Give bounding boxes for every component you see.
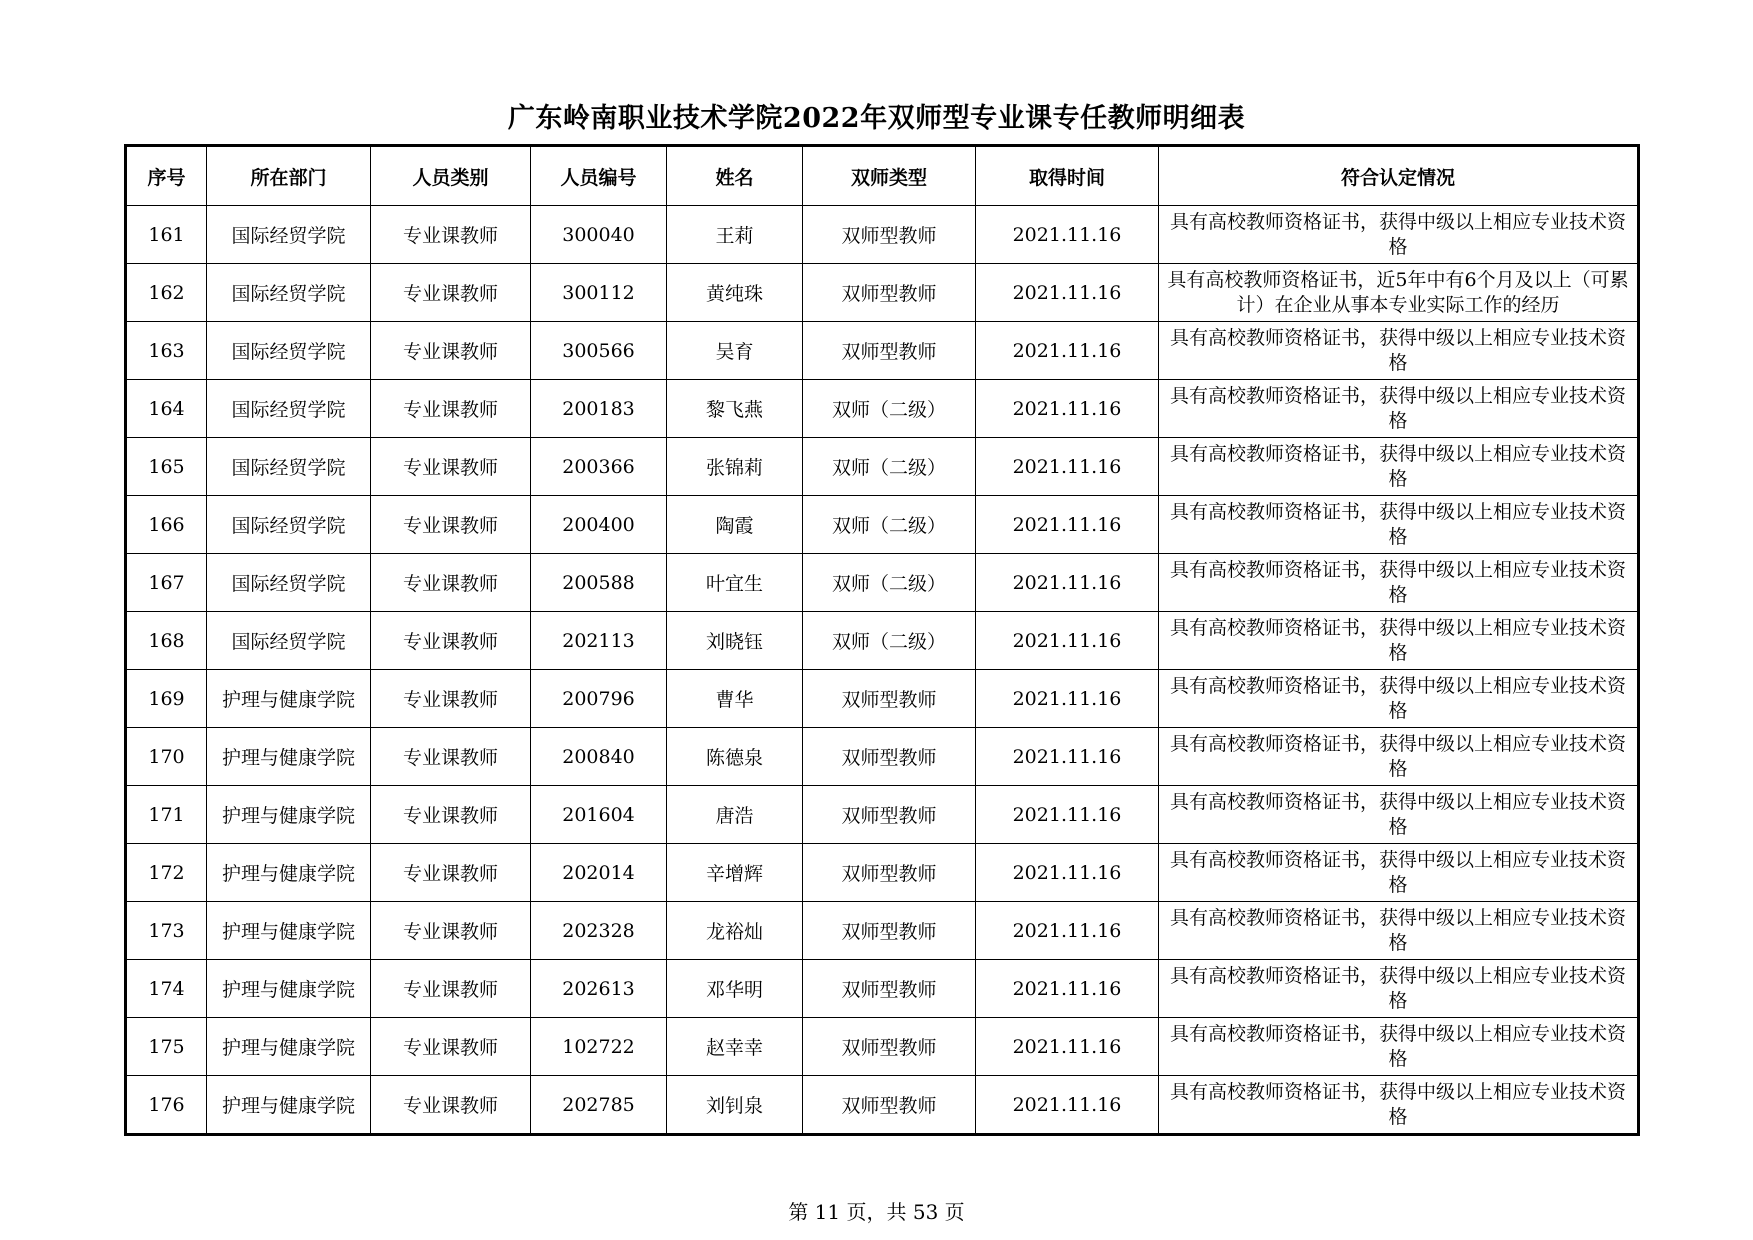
- cell-dual-type: 双师（二级）: [803, 612, 976, 670]
- cell-name: 辛增辉: [667, 844, 803, 902]
- cell-obtained-date: 2021.11.16: [976, 786, 1159, 844]
- cell-index: 161: [127, 206, 207, 264]
- cell-staff-category: 专业课教师: [371, 844, 531, 902]
- table-header-row: [127, 147, 1638, 206]
- cell-qualification: 具有高校教师资格证书，获得中级以上相应专业技术资格: [1159, 670, 1638, 728]
- cell-obtained-date: 2021.11.16: [976, 670, 1159, 728]
- cell-dual-type: 双师（二级）: [803, 380, 976, 438]
- cell-qualification: 具有高校教师资格证书，获得中级以上相应专业技术资格: [1159, 902, 1638, 960]
- cell-department: 护理与健康学院: [207, 728, 371, 786]
- table-row: [127, 1076, 1638, 1134]
- cell-department: 国际经贸学院: [207, 206, 371, 264]
- table-row: [127, 786, 1638, 844]
- cell-qualification: 具有高校教师资格证书，获得中级以上相应专业技术资格: [1159, 960, 1638, 1018]
- cell-qualification: 具有高校教师资格证书，获得中级以上相应专业技术资格: [1159, 786, 1638, 844]
- cell-index: 173: [127, 902, 207, 960]
- cell-department: 国际经贸学院: [207, 322, 371, 380]
- cell-qualification: 具有高校教师资格证书，获得中级以上相应专业技术资格: [1159, 554, 1638, 612]
- cell-qualification: 具有高校教师资格证书，获得中级以上相应专业技术资格: [1159, 728, 1638, 786]
- table-row: [127, 844, 1638, 902]
- teacher-table: [126, 146, 1638, 1134]
- cell-staff-id: 200588: [531, 554, 667, 612]
- table-row: [127, 902, 1638, 960]
- cell-department: 护理与健康学院: [207, 786, 371, 844]
- cell-staff-id: 200840: [531, 728, 667, 786]
- cell-staff-id: 200183: [531, 380, 667, 438]
- cell-obtained-date: 2021.11.16: [976, 322, 1159, 380]
- cell-staff-category: 专业课教师: [371, 1076, 531, 1134]
- cell-dual-type: 双师（二级）: [803, 554, 976, 612]
- cell-index: 176: [127, 1076, 207, 1134]
- cell-staff-category: 专业课教师: [371, 554, 531, 612]
- cell-dual-type: 双师型教师: [803, 728, 976, 786]
- cell-index: 164: [127, 380, 207, 438]
- header-name: 姓名: [667, 147, 803, 206]
- cell-staff-category: 专业课教师: [371, 1018, 531, 1076]
- cell-obtained-date: 2021.11.16: [976, 960, 1159, 1018]
- cell-index: 166: [127, 496, 207, 554]
- page-title: 广东岭南职业技术学院2022年双师型专业课专任教师明细表: [507, 103, 1246, 134]
- header-staff-id: 人员编号: [531, 147, 667, 206]
- cell-staff-category: 专业课教师: [371, 612, 531, 670]
- cell-index: 169: [127, 670, 207, 728]
- cell-qualification: 具有高校教师资格证书，获得中级以上相应专业技术资格: [1159, 496, 1638, 554]
- cell-obtained-date: 2021.11.16: [976, 264, 1159, 322]
- cell-staff-category: 专业课教师: [371, 960, 531, 1018]
- cell-department: 护理与健康学院: [207, 960, 371, 1018]
- cell-obtained-date: 2021.11.16: [976, 496, 1159, 554]
- cell-staff-id: 300040: [531, 206, 667, 264]
- cell-name: 叶宜生: [667, 554, 803, 612]
- table-row: [127, 322, 1638, 380]
- cell-dual-type: 双师（二级）: [803, 438, 976, 496]
- cell-index: 162: [127, 264, 207, 322]
- cell-staff-id: 300566: [531, 322, 667, 380]
- cell-obtained-date: 2021.11.16: [976, 1018, 1159, 1076]
- table-row: [127, 612, 1638, 670]
- cell-dual-type: 双师型教师: [803, 1076, 976, 1134]
- cell-qualification: 具有高校教师资格证书，获得中级以上相应专业技术资格: [1159, 380, 1638, 438]
- cell-staff-category: 专业课教师: [371, 728, 531, 786]
- cell-dual-type: 双师型教师: [803, 206, 976, 264]
- cell-name: 陶霞: [667, 496, 803, 554]
- header-obtained-date: 取得时间: [976, 147, 1159, 206]
- cell-index: 171: [127, 786, 207, 844]
- cell-obtained-date: 2021.11.16: [976, 380, 1159, 438]
- cell-department: 国际经贸学院: [207, 438, 371, 496]
- cell-qualification: 具有高校教师资格证书，获得中级以上相应专业技术资格: [1159, 438, 1638, 496]
- cell-staff-category: 专业课教师: [371, 670, 531, 728]
- cell-staff-category: 专业课教师: [371, 322, 531, 380]
- cell-department: 国际经贸学院: [207, 554, 371, 612]
- cell-dual-type: 双师型教师: [803, 670, 976, 728]
- cell-index: 163: [127, 322, 207, 380]
- table-row: [127, 438, 1638, 496]
- cell-name: 唐浩: [667, 786, 803, 844]
- table-row: [127, 728, 1638, 786]
- cell-qualification: 具有高校教师资格证书，获得中级以上相应专业技术资格: [1159, 1018, 1638, 1076]
- cell-name: 黄纯珠: [667, 264, 803, 322]
- cell-name: 刘晓钰: [667, 612, 803, 670]
- cell-qualification: 具有高校教师资格证书，获得中级以上相应专业技术资格: [1159, 1076, 1638, 1134]
- cell-staff-id: 200400: [531, 496, 667, 554]
- cell-dual-type: 双师型教师: [803, 902, 976, 960]
- header-index: 序号: [127, 147, 207, 206]
- cell-staff-category: 专业课教师: [371, 496, 531, 554]
- cell-qualification: 具有高校教师资格证书，近5年中有6个月及以上（可累计）在企业从事本专业实际工作的经历: [1159, 264, 1638, 322]
- page-footer: 第 11 页，共 53 页: [788, 1200, 965, 1224]
- cell-name: 刘钊泉: [667, 1076, 803, 1134]
- cell-department: 国际经贸学院: [207, 496, 371, 554]
- cell-obtained-date: 2021.11.16: [976, 1076, 1159, 1134]
- cell-qualification: 具有高校教师资格证书，获得中级以上相应专业技术资格: [1159, 844, 1638, 902]
- cell-department: 护理与健康学院: [207, 670, 371, 728]
- cell-dual-type: 双师型教师: [803, 960, 976, 1018]
- cell-name: 邓华明: [667, 960, 803, 1018]
- cell-dual-type: 双师（二级）: [803, 496, 976, 554]
- cell-index: 165: [127, 438, 207, 496]
- cell-staff-id: 202613: [531, 960, 667, 1018]
- cell-staff-category: 专业课教师: [371, 786, 531, 844]
- header-staff-category: 人员类别: [371, 147, 531, 206]
- table-body: [127, 206, 1638, 1134]
- cell-obtained-date: 2021.11.16: [976, 902, 1159, 960]
- cell-dual-type: 双师型教师: [803, 264, 976, 322]
- table-row: [127, 1018, 1638, 1076]
- cell-name: 赵幸幸: [667, 1018, 803, 1076]
- cell-department: 护理与健康学院: [207, 902, 371, 960]
- cell-name: 吴育: [667, 322, 803, 380]
- header-department: 所在部门: [207, 147, 371, 206]
- cell-name: 黎飞燕: [667, 380, 803, 438]
- cell-staff-category: 专业课教师: [371, 264, 531, 322]
- cell-obtained-date: 2021.11.16: [976, 554, 1159, 612]
- table-row: [127, 554, 1638, 612]
- cell-obtained-date: 2021.11.16: [976, 206, 1159, 264]
- cell-department: 护理与健康学院: [207, 1018, 371, 1076]
- cell-staff-category: 专业课教师: [371, 206, 531, 264]
- cell-dual-type: 双师型教师: [803, 1018, 976, 1076]
- cell-staff-id: 202328: [531, 902, 667, 960]
- cell-staff-id: 200796: [531, 670, 667, 728]
- cell-staff-id: 102722: [531, 1018, 667, 1076]
- table-row: [127, 960, 1638, 1018]
- cell-staff-id: 202014: [531, 844, 667, 902]
- cell-name: 张锦莉: [667, 438, 803, 496]
- cell-department: 国际经贸学院: [207, 612, 371, 670]
- cell-name: 龙裕灿: [667, 902, 803, 960]
- cell-index: 174: [127, 960, 207, 1018]
- cell-index: 172: [127, 844, 207, 902]
- table-row: [127, 380, 1638, 438]
- cell-obtained-date: 2021.11.16: [976, 438, 1159, 496]
- header-dual-type: 双师类型: [803, 147, 976, 206]
- cell-department: 护理与健康学院: [207, 1076, 371, 1134]
- cell-name: 陈德泉: [667, 728, 803, 786]
- cell-name: 王莉: [667, 206, 803, 264]
- cell-department: 国际经贸学院: [207, 264, 371, 322]
- cell-index: 168: [127, 612, 207, 670]
- cell-staff-id: 202785: [531, 1076, 667, 1134]
- header-qualification: 符合认定情况: [1159, 147, 1638, 206]
- table-row: [127, 496, 1638, 554]
- cell-qualification: 具有高校教师资格证书，获得中级以上相应专业技术资格: [1159, 322, 1638, 380]
- cell-staff-category: 专业课教师: [371, 438, 531, 496]
- cell-dual-type: 双师型教师: [803, 844, 976, 902]
- cell-name: 曹华: [667, 670, 803, 728]
- cell-dual-type: 双师型教师: [803, 786, 976, 844]
- cell-staff-id: 200366: [531, 438, 667, 496]
- cell-index: 175: [127, 1018, 207, 1076]
- table-row: [127, 264, 1638, 322]
- cell-department: 护理与健康学院: [207, 844, 371, 902]
- cell-qualification: 具有高校教师资格证书，获得中级以上相应专业技术资格: [1159, 206, 1638, 264]
- cell-qualification: 具有高校教师资格证书，获得中级以上相应专业技术资格: [1159, 612, 1638, 670]
- table-row: [127, 206, 1638, 264]
- cell-obtained-date: 2021.11.16: [976, 612, 1159, 670]
- cell-index: 167: [127, 554, 207, 612]
- cell-dual-type: 双师型教师: [803, 322, 976, 380]
- cell-index: 170: [127, 728, 207, 786]
- cell-staff-category: 专业课教师: [371, 902, 531, 960]
- cell-staff-id: 300112: [531, 264, 667, 322]
- cell-staff-id: 202113: [531, 612, 667, 670]
- cell-department: 国际经贸学院: [207, 380, 371, 438]
- cell-obtained-date: 2021.11.16: [976, 844, 1159, 902]
- cell-obtained-date: 2021.11.16: [976, 728, 1159, 786]
- table-row: [127, 670, 1638, 728]
- cell-staff-category: 专业课教师: [371, 380, 531, 438]
- cell-staff-id: 201604: [531, 786, 667, 844]
